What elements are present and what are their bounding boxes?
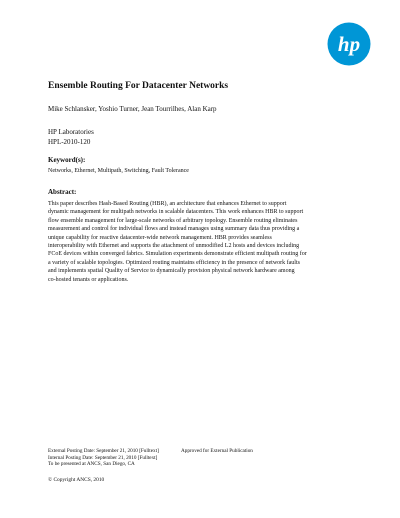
abstract-heading: Abstract: bbox=[48, 188, 77, 196]
abstract-line: This paper describes Hash-Based Routing (HBR), an architecture that enhances Ethernet to support bbox=[48, 201, 287, 207]
external-posting-row bbox=[48, 448, 253, 455]
external-posting-date: External Posting Date: September 21, 2010 [Fulltext] bbox=[48, 448, 159, 454]
abstract-line: a variety of scalable topologies. Optimized routing maintains efficiency in the presence of network faults bbox=[48, 259, 300, 266]
abstract-line: FCoE devices within converged fabrics. Simulation experiments demonstrate efficient multipath routing for bbox=[48, 251, 307, 258]
keywords-heading: Keyword(s): bbox=[48, 156, 86, 164]
organization-name: HP Laboratories bbox=[48, 128, 94, 136]
report-number: HPL-2010-120 bbox=[48, 137, 91, 146]
abstract-line: unique capability for reactive datacenter-wide network management. HBR provides seamless bbox=[48, 234, 272, 241]
abstract-body bbox=[48, 200, 372, 284]
abstract-line: flow ensemble management for large-scale networks of arbitrary topology. Ensemble routing eliminates bbox=[48, 217, 298, 224]
copyright-notice: © Copyright ANCS, 2010 bbox=[48, 477, 105, 483]
abstract-line: interoperability with Ethernet and supports the attachment of unmodified L2 hosts and devices including bbox=[48, 243, 300, 250]
hp-logo-text: hp bbox=[337, 32, 361, 56]
abstract-line: and implements spatial Quality of Service to dynamically provision physical network hardware among bbox=[48, 268, 295, 275]
document-title: Ensemble Routing For Datacenter Networks bbox=[48, 81, 229, 91]
hp-logo-icon bbox=[327, 22, 371, 66]
posting-info bbox=[48, 448, 253, 468]
abstract-line: measurement and control for individual flows and instead manages using summary data thus providing a bbox=[48, 226, 300, 233]
keywords-text: Networks, Ethernet, Multipath, Switching, Fault Tolerance bbox=[48, 168, 189, 174]
presentation-note: To be presented at ANCS, San Diego, CA bbox=[48, 461, 135, 468]
organization-block bbox=[48, 128, 94, 147]
approval-note: Approved for External Publication bbox=[181, 448, 253, 454]
abstract-line: co-hosted tenants or applications. bbox=[48, 276, 129, 283]
abstract-line: dynamic management for multipath networks in scalable datacenters. This work enhances HBR to support bbox=[48, 209, 304, 216]
author-list: Mike Schlansker, Yoshio Turner, Jean Tourrilhes, Alan Karp bbox=[48, 105, 217, 113]
internal-posting-date: Internal Posting Date: September 21, 2010 [Fulltext] bbox=[48, 454, 158, 461]
